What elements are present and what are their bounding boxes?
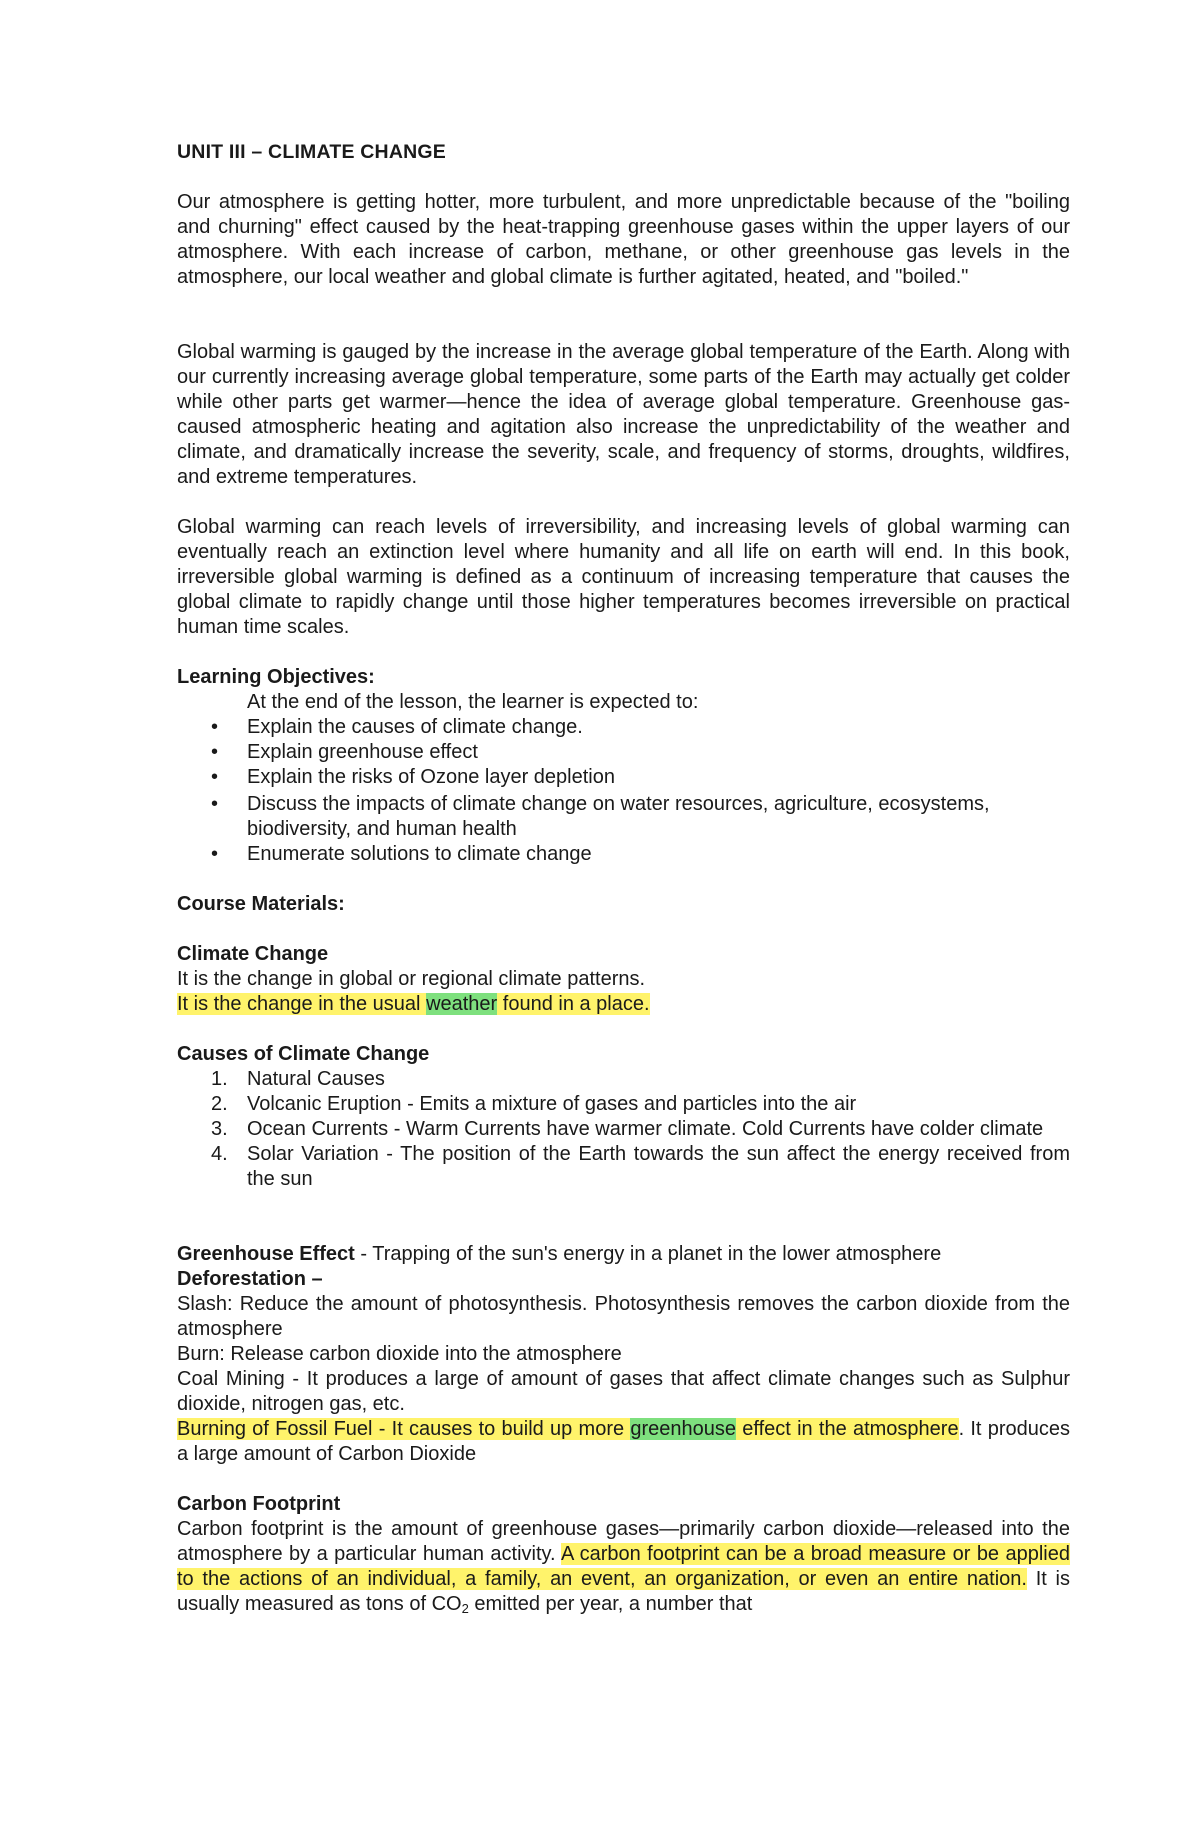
list-item: • Explain the risks of Ozone layer depletion bbox=[247, 765, 1070, 790]
list-item: • Discuss the impacts of climate change on water resources, agriculture, ecosystems, biodiversity, and human health bbox=[247, 792, 1070, 842]
intro-paragraph-1: Our atmosphere is getting hotter, more turbulent, and more unpredictable because of the "boiling and churning" effect caused by the heat-trapping greenhouse gases within the upper layers of our atmosphere. With each increase of carbon, methane, or other greenhouse gas levels in the atmosphere, our local weather and global climate is further agitated, heated, and "boiled." bbox=[177, 191, 1070, 288]
coal-mining: Coal Mining - It produces a large of amount of gases that affect climate changes such as Sulphur dioxide, nitrogen gas, etc. bbox=[177, 1368, 1070, 1415]
document-content bbox=[177, 140, 1070, 1621]
list-item: • Enumerate solutions to climate change bbox=[247, 842, 1070, 867]
list-item: 2. Volcanic Eruption - Emits a mixture of gases and particles into the air bbox=[211, 1093, 857, 1115]
causes-list bbox=[177, 1067, 1070, 1192]
deforestation-burn: Burn: Release carbon dioxide into the atmosphere bbox=[177, 1343, 622, 1365]
carbon-footprint-heading: Carbon Footprint bbox=[177, 1493, 341, 1515]
list-item: • Explain greenhouse effect bbox=[247, 740, 1070, 765]
highlighted-text: effect in the atmosphere bbox=[736, 1418, 959, 1440]
fossil-fuel: Burning of Fossil Fuel - It causes to build up more greenhouse effect in the atmosphere. It produces a large amount of Carbon Dioxide bbox=[177, 1418, 1071, 1465]
highlighted-keyword: greenhouse bbox=[630, 1418, 737, 1440]
highlighted-keyword: weather bbox=[426, 993, 498, 1015]
climate-change-heading: Climate Change bbox=[177, 943, 329, 965]
objectives-intro: At the end of the lesson, the learner is expected to: bbox=[247, 691, 699, 713]
greenhouse-effect-term: Greenhouse Effect bbox=[177, 1243, 355, 1265]
objectives-list bbox=[177, 715, 1070, 867]
list-item: 1. Natural Causes bbox=[211, 1068, 385, 1090]
carbon-footprint-paragraph: Carbon footprint is the amount of greenhouse gases—primarily carbon dioxide—released into the atmosphere by a particular human activity. A carbon footprint can be a broad measure or be applied to the actions of an individual, a family, an event, an organization, or even an entire nation. It is usually measured as tons of $CO_2$ emitted per year, a number that bbox=[177, 1518, 1071, 1616]
deforestation-slash: Slash: Reduce the amount of photosynthesis. Photosynthesis removes the carbon dioxide from the atmosphere bbox=[177, 1293, 1070, 1340]
intro-paragraph-3: Global warming can reach levels of irreversibility, and increasing levels of global warming can eventually reach an extinction level where humanity and all life on earth will end. In this book, irreversible global warming is defined as a continuum of increasing temperature that causes the global climate to rapidly change until those higher temperatures becomes irreversible on practical human time scales. bbox=[177, 516, 1070, 638]
list-item: • Explain the causes of climate change. bbox=[247, 715, 1070, 740]
deforestation-heading: Deforestation – bbox=[177, 1268, 323, 1290]
greenhouse-effect-definition: - Trapping of the sun's energy in a planet in the lower atmosphere bbox=[354, 1243, 942, 1265]
page-title: UNIT III – CLIMATE CHANGE bbox=[177, 141, 446, 163]
list-item: 3. Ocean Currents - Warm Currents have warmer climate. Cold Currents have colder climate bbox=[211, 1118, 1044, 1140]
objectives-heading: Learning Objectives: bbox=[177, 666, 375, 688]
causes-heading: Causes of Climate Change bbox=[177, 1043, 430, 1065]
climate-change-definition-1: It is the change in global or regional climate patterns. bbox=[177, 968, 646, 990]
highlighted-text: Burning of Fossil Fuel - It causes to build up more bbox=[177, 1418, 631, 1440]
highlighted-text: found in a place. bbox=[497, 993, 650, 1015]
intro-paragraph-2: Global warming is gauged by the increase in the average global temperature of the Earth. Along with our currently increasing average global temperature, some parts of the Earth may actually get colder while other parts get warmer—hence the idea of average global temperature. Greenhouse gas-caused atmospheric heating and agitation also increase the unpredictability of the weather and climate, and dramatically increase the severity, scale, and frequency of storms, droughts, wildfires, and extreme temperatures. bbox=[177, 341, 1070, 488]
climate-change-definition-2 bbox=[177, 992, 1070, 1017]
greenhouse-effect-line bbox=[177, 1242, 1070, 1267]
highlighted-text: A carbon footprint can be a broad measure or be applied to the actions of an individual, a family, an event, an organization, or even an entire nation. bbox=[177, 1543, 1070, 1590]
course-materials-heading: Course Materials: bbox=[177, 893, 345, 915]
highlighted-text: It is the change in the usual bbox=[177, 993, 427, 1015]
list-item: 4. Solar Variation - The position of the Earth towards the sun affect the energy received from the sun bbox=[211, 1143, 1070, 1190]
